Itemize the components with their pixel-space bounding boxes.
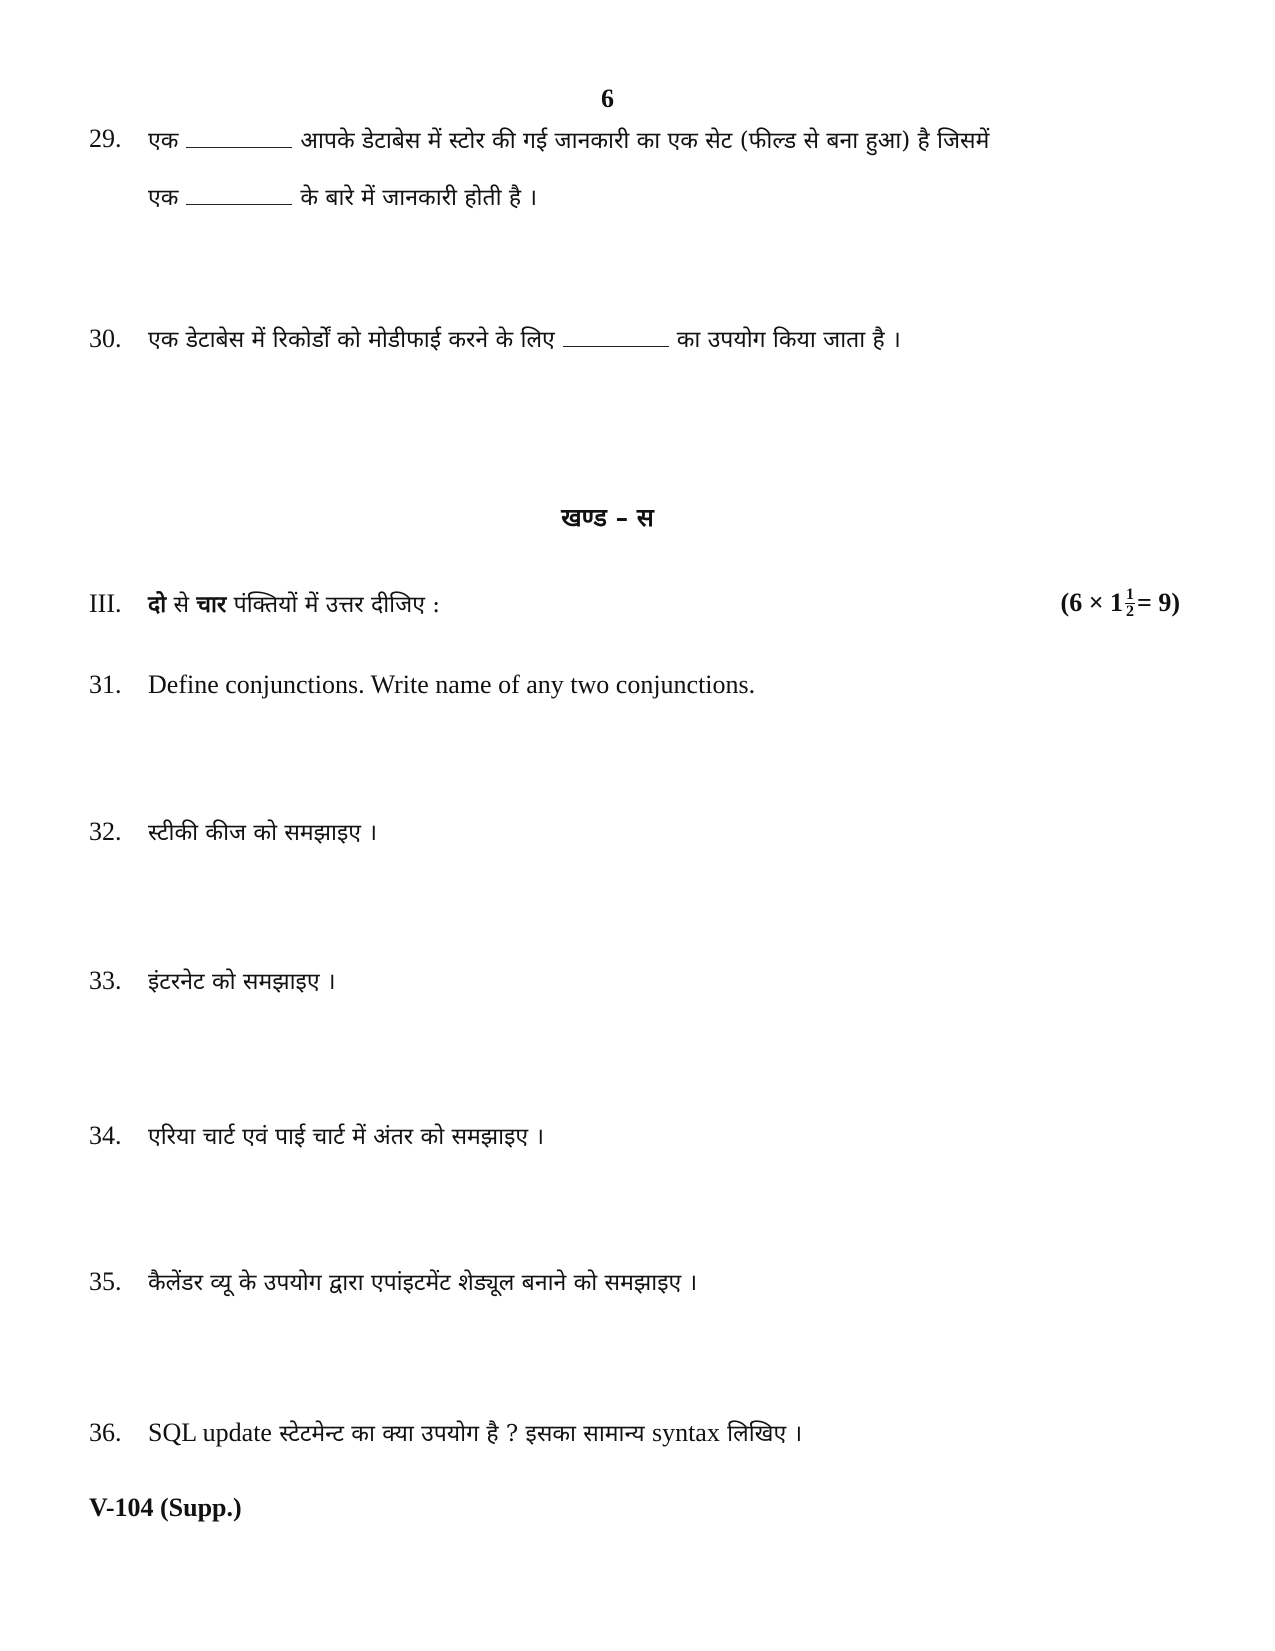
question-text-latin: syntax: [651, 1418, 720, 1447]
question-number: 29.: [89, 124, 122, 153]
answer-blank: [186, 125, 292, 148]
question-number: 30.: [89, 324, 122, 353]
question-text: Define conjunctions. Write name of any two conjunctions.: [148, 670, 756, 699]
question-number: 35.: [89, 1267, 122, 1296]
paper-code: V-104 (Supp.): [89, 1493, 242, 1522]
question-text: इंटरनेट को समझाइए ।: [148, 969, 336, 995]
question-text: एक: [148, 185, 179, 211]
marks-fraction: [1125, 587, 1135, 620]
question-text: स्टीकी कीज को समझाइए ।: [148, 820, 378, 846]
page-number: 6: [601, 84, 614, 113]
instruction-text: पंक्तियों में उत्तर दीजिए :: [233, 592, 440, 618]
question-29-line-1: [148, 123, 989, 155]
question-number: 32.: [89, 817, 122, 846]
answer-blank: [186, 182, 292, 205]
question-text: एरिया चार्ट एवं पाई चार्ट में अंतर को समझाइए ।: [148, 1124, 545, 1150]
instruction-bold-word: चार: [196, 591, 227, 618]
marks-prefix: (6 × 1: [1060, 588, 1124, 617]
question-number: 36.: [89, 1418, 122, 1447]
question-text: का उपयोग किया जाता है ।: [676, 327, 901, 353]
fraction-numerator: 1: [1126, 585, 1135, 603]
fraction-denominator: 2: [1126, 602, 1135, 620]
question-text: कैलेंडर व्यू के उपयोग द्वारा एपांइटमेंट शेड्यूल बनाने को समझाइए ।: [148, 1270, 698, 1296]
instruction-bold-word: दो: [148, 591, 167, 618]
question-29-line-2: [148, 180, 537, 212]
question-text: एक: [148, 128, 179, 154]
question-36: [148, 1416, 802, 1448]
answer-blank: [563, 324, 669, 347]
section-instruction: [148, 587, 440, 619]
question-text: स्टेटमेन्ट का क्या उपयोग है ? इसका सामान्य: [279, 1421, 645, 1447]
marks-suffix: = 9): [1137, 588, 1180, 617]
instruction-text: से: [173, 592, 190, 618]
question-text: लिखिए ।: [727, 1421, 803, 1447]
question-number: 31.: [89, 670, 122, 699]
question-text: के बारे में जानकारी होती है ।: [300, 185, 538, 211]
question-text: आपके डेटाबेस में स्टोर की गई जानकारी का एक सेट (फील्ड से बना हुआ) है जिसमें: [300, 128, 990, 154]
question-text-latin: SQL update: [148, 1418, 272, 1447]
question-text: एक डेटाबेस में रिकोर्डों को मोडीफाई करने के लिए: [148, 327, 555, 353]
marks-allocation: [1060, 585, 1180, 622]
question-30: [148, 322, 901, 354]
question-number: 33.: [89, 966, 122, 995]
question-number: 34.: [89, 1121, 122, 1150]
section-title: खण्ड – स: [561, 503, 654, 532]
section-roman-number: III.: [89, 589, 122, 618]
